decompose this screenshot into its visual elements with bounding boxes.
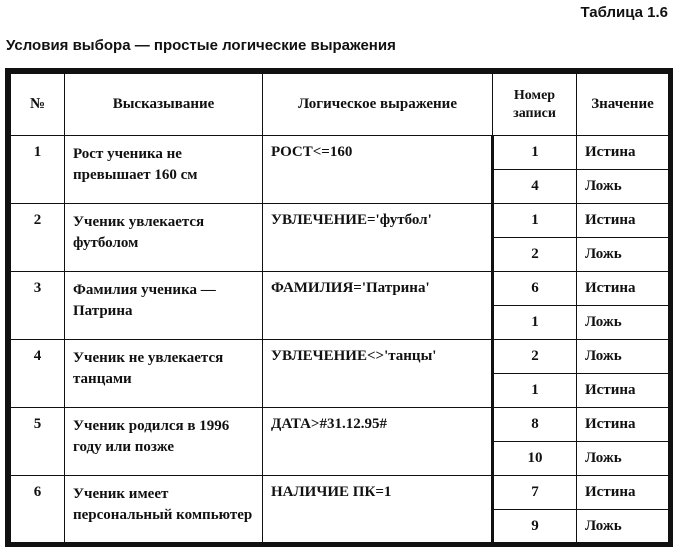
record-number: 4 [493, 170, 577, 204]
table-row [11, 340, 669, 374]
table-row [11, 408, 669, 442]
header-record [493, 74, 577, 136]
record-value: Ложь [577, 510, 669, 544]
record-value: Ложь [577, 442, 669, 476]
row-statement: Ученик не увлекается танцами [65, 340, 263, 408]
row-number: 1 [11, 136, 65, 204]
table-row [11, 204, 669, 238]
header-row [11, 74, 669, 136]
header-value: Значение [577, 74, 669, 136]
row-statement: Фамилия ученика — Патрина [65, 272, 263, 340]
row-expression: УВЛЕЧЕНИЕ='футбол' [263, 204, 493, 272]
table-row [11, 136, 669, 170]
row-expression: УВЛЕЧЕНИЕ<>'танцы' [263, 340, 493, 408]
row-number: 6 [11, 476, 65, 544]
record-number: 10 [493, 442, 577, 476]
row-statement: Ученик родился в 1996 году или позже [65, 408, 263, 476]
table-row [11, 476, 669, 510]
record-value: Истина [577, 476, 669, 510]
record-number: 8 [493, 408, 577, 442]
record-number: 7 [493, 476, 577, 510]
record-value: Истина [577, 136, 669, 170]
header-statement: Высказывание [65, 74, 263, 136]
record-number: 1 [493, 374, 577, 408]
record-number: 6 [493, 272, 577, 306]
record-value: Истина [577, 374, 669, 408]
row-number: 3 [11, 272, 65, 340]
record-value: Ложь [577, 238, 669, 272]
header-expression: Логическое выражение [263, 74, 493, 136]
row-number: 2 [11, 204, 65, 272]
header-num: № [11, 74, 65, 136]
table-number-label: Таблица 1.6 [580, 4, 668, 21]
row-statement: Ученик увлекается футболом [65, 204, 263, 272]
record-number: 9 [493, 510, 577, 544]
row-statement: Ученик имеет персональный компьютер [65, 476, 263, 544]
record-number: 1 [493, 306, 577, 340]
record-value: Ложь [577, 306, 669, 340]
table-caption: Условия выбора — простые логические выражения [6, 37, 396, 54]
record-number: 2 [493, 340, 577, 374]
row-expression: ДАТА>#31.12.95# [263, 408, 493, 476]
selection-conditions-table [10, 73, 669, 544]
record-value: Ложь [577, 340, 669, 374]
row-expression: РОСТ<=160 [263, 136, 493, 204]
record-number: 1 [493, 136, 577, 170]
row-expression: НАЛИЧИЕ ПК=1 [263, 476, 493, 544]
table-row [11, 272, 669, 306]
row-number: 4 [11, 340, 65, 408]
record-value: Истина [577, 204, 669, 238]
row-statement: Рост ученика не превышает 160 см [65, 136, 263, 204]
record-value: Истина [577, 408, 669, 442]
record-value: Истина [577, 272, 669, 306]
row-expression: ФАМИЛИЯ='Патрина' [263, 272, 493, 340]
record-number: 1 [493, 204, 577, 238]
header-record-line1: Номер [513, 87, 556, 103]
row-number: 5 [11, 408, 65, 476]
record-value: Ложь [577, 170, 669, 204]
header-record-line2: записи [513, 105, 556, 121]
table-frame [5, 68, 673, 547]
record-number: 2 [493, 238, 577, 272]
